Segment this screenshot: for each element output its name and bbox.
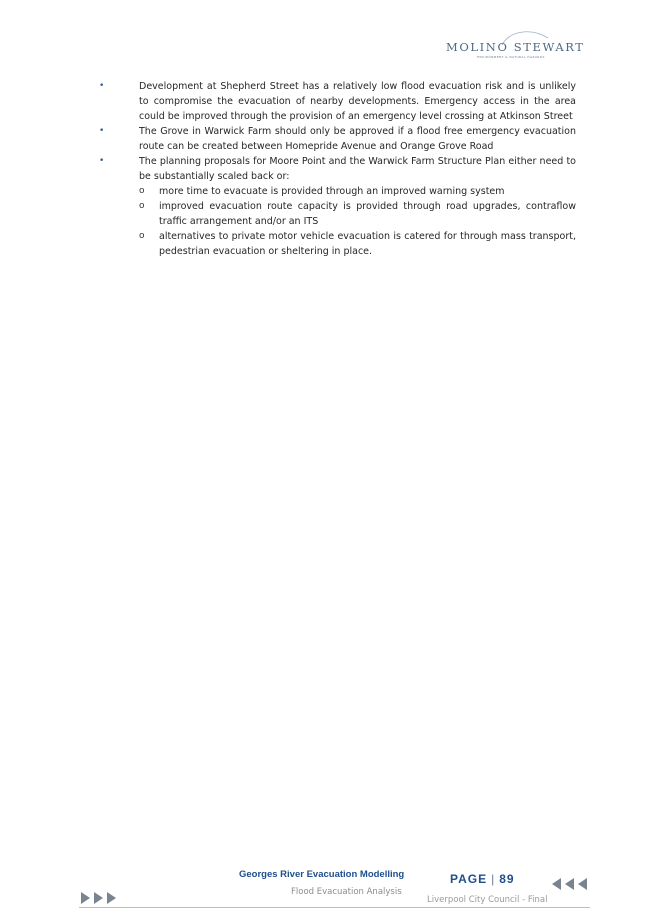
page-number-label (450, 872, 515, 886)
sub-bullet-marker: o (139, 186, 145, 196)
page-number: 89 (499, 872, 515, 886)
bullet-text: The Grove in Warwick Farm should only be approved if a flood free emergency evacuation route can be created between Homepride Avenue and Orange Grove Road (139, 126, 576, 152)
bullet-text: The planning proposals for Moore Point and the Warwick Farm Structure Plan either need to be substantially scaled back or: (139, 156, 576, 182)
bullet-text: Development at Shepherd Street has a relatively low flood evacuation risk and is unlikely to compromise the evacuation of nearby developments. Emergency access in the area could be improved through the provision of an emergency level crossing at Atkinson Street (139, 81, 576, 122)
sub-item-text: more time to evacuate is provided through an improved warning system (159, 186, 505, 197)
bullet-item (98, 124, 576, 154)
sub-list-item (98, 199, 576, 229)
footer-client-status: Liverpool City Council - Final (427, 895, 548, 905)
bullet-marker: • (99, 126, 105, 136)
bullet-marker: • (99, 81, 105, 91)
page-separator: | (491, 872, 496, 886)
sub-item-text: alternatives to private motor vehicle evacuation is catered for through mass transport, pedestrian evacuation or sheltering in place. (159, 231, 576, 257)
bullet-marker: • (99, 156, 105, 166)
footer-report-subtitle: Flood Evacuation Analysis (291, 887, 402, 897)
logo-wordmark: MOLINO STEWART (446, 40, 585, 54)
triple-right-arrow-icon (81, 891, 121, 905)
footer-report-title: Georges River Evacuation Modelling (239, 869, 405, 880)
sub-item-text: improved evacuation route capacity is provided through road upgrades, contraflow traffic arrangement and/or an ITS (159, 201, 576, 227)
sub-bullet-marker: o (139, 231, 145, 241)
footer-divider (79, 907, 590, 908)
logo-tagline: ENVIRONMENT & NATURAL HAZARDS (477, 55, 545, 59)
triple-left-arrow-icon (552, 877, 592, 891)
page-word: PAGE (450, 872, 488, 886)
sub-list-item (98, 229, 576, 259)
bullet-item (98, 154, 576, 184)
body-content (98, 79, 576, 259)
sub-bullet-marker: o (139, 201, 145, 211)
sub-list-item (98, 184, 576, 199)
company-logo (440, 28, 585, 64)
bullet-item (98, 79, 576, 124)
